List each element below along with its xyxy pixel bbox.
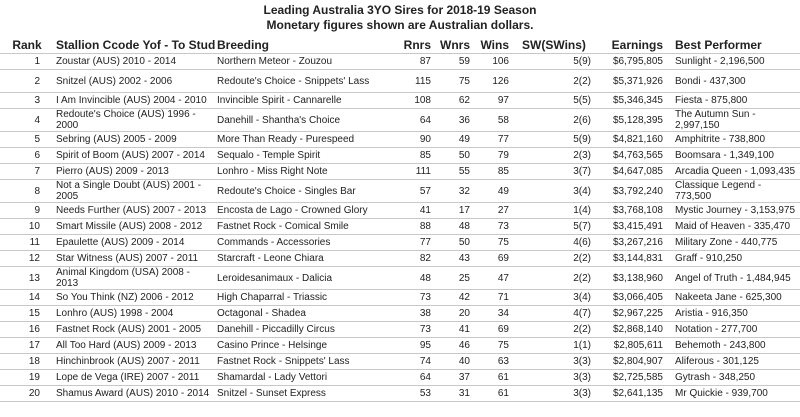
best-performer-cell: Aristia - 916,350 [665, 306, 800, 322]
rnrs-cell: 74 [383, 354, 433, 370]
sw-cell: 5(5) [511, 93, 597, 109]
wnrs-cell: 32 [433, 180, 472, 203]
best-performer-cell: The Autumn Sun - 2,997,150 [665, 109, 800, 132]
sw-cell: 2(2) [511, 267, 597, 290]
wnrs-cell: 59 [433, 54, 472, 70]
rnrs-cell: 57 [383, 180, 433, 203]
wnrs-cell: 46 [433, 338, 472, 354]
breeding-cell: Fastnet Rock - Comical Smile [215, 219, 383, 235]
rnrs-cell: 53 [383, 386, 433, 402]
rnrs-cell: 73 [383, 290, 433, 306]
rank-cell: 6 [0, 148, 54, 164]
wnrs-cell: 49 [433, 132, 472, 148]
best-performer-cell: Mr Quickie - 939,700 [665, 386, 800, 402]
sires-table [0, 37, 800, 402]
breeding-cell: Starcraft - Leone Chiara [215, 251, 383, 267]
rnrs-cell: 88 [383, 219, 433, 235]
sw-cell: 3(4) [511, 180, 597, 203]
stallion-cell: Smart Missile (AUS) 2008 - 2012 [54, 219, 215, 235]
rank-cell: 14 [0, 290, 54, 306]
sw-cell: 2(2) [511, 251, 597, 267]
earnings-cell: $2,967,225 [597, 306, 665, 322]
table-row [0, 306, 800, 322]
table-row [0, 235, 800, 251]
rank-cell: 13 [0, 267, 54, 290]
earnings-cell: $2,641,135 [597, 386, 665, 402]
sw-cell: 2(2) [511, 70, 597, 93]
wnrs-cell: 41 [433, 322, 472, 338]
wnrs-cell: 42 [433, 290, 472, 306]
stallion-cell: Epaulette (AUS) 2009 - 2014 [54, 235, 215, 251]
rank-cell: 8 [0, 180, 54, 203]
stallion-cell: Fastnet Rock (AUS) 2001 - 2005 [54, 322, 215, 338]
best-performer-cell: Graff - 910,250 [665, 251, 800, 267]
sw-cell: 5(9) [511, 54, 597, 70]
table-row [0, 354, 800, 370]
breeding-cell: Snitzel - Sunset Express [215, 386, 383, 402]
wins-cell: 71 [472, 290, 511, 306]
best-performer-cell: Gytrash - 348,250 [665, 370, 800, 386]
sw-cell: 4(7) [511, 306, 597, 322]
table-row [0, 338, 800, 354]
page-title: Leading Australia 3YO Sires for 2018-19 Season [263, 3, 537, 17]
table-row [0, 290, 800, 306]
rank-cell: 9 [0, 203, 54, 219]
wins-cell: 79 [472, 148, 511, 164]
stallion-cell: Lonhro (AUS) 1998 - 2004 [54, 306, 215, 322]
rank-cell: 3 [0, 93, 54, 109]
stallion-cell: Needs Further (AUS) 2007 - 2013 [54, 203, 215, 219]
earnings-cell: $3,138,960 [597, 267, 665, 290]
table-row [0, 109, 800, 132]
best-performer-cell: Bondi - 437,300 [665, 70, 800, 93]
col-header-stallion[interactable]: Stallion Ccode Yof - To Stud [56, 38, 216, 52]
rnrs-cell: 73 [383, 322, 433, 338]
earnings-cell: $3,066,405 [597, 290, 665, 306]
best-performer-cell: Fiesta - 875,800 [665, 93, 800, 109]
wins-cell: 75 [472, 338, 511, 354]
wnrs-cell: 55 [433, 164, 472, 180]
rank-cell: 12 [0, 251, 54, 267]
col-header-best[interactable]: Best Performer [665, 37, 800, 54]
sw-cell: 5(9) [511, 132, 597, 148]
rnrs-cell: 77 [383, 235, 433, 251]
wins-cell: 75 [472, 235, 511, 251]
wnrs-cell: 25 [433, 267, 472, 290]
breeding-cell: Fastnet Rock - Snippets' Lass [215, 354, 383, 370]
earnings-cell: $3,768,108 [597, 203, 665, 219]
stallion-cell: Sebring (AUS) 2005 - 2009 [54, 132, 215, 148]
breeding-cell: Lonhro - Miss Right Note [215, 164, 383, 180]
sw-cell: 2(2) [511, 322, 597, 338]
rank-cell: 4 [0, 109, 54, 132]
wins-cell: 85 [472, 164, 511, 180]
earnings-cell: $4,763,565 [597, 148, 665, 164]
col-header-rank[interactable]: Rank [0, 37, 54, 54]
breeding-cell: Encosta de Lago - Crowned Glory [215, 203, 383, 219]
col-header-breeding[interactable]: Breeding [215, 37, 383, 54]
wins-cell: 97 [472, 93, 511, 109]
breeding-cell: Casino Prince - Helsinge [215, 338, 383, 354]
sw-cell: 2(6) [511, 109, 597, 132]
stallion-cell: Zoustar (AUS) 2010 - 2014 [54, 54, 215, 70]
earnings-cell: $3,415,491 [597, 219, 665, 235]
rank-cell: 5 [0, 132, 54, 148]
stallion-cell: Animal Kingdom (USA) 2008 - 2013 [54, 267, 215, 290]
col-header-wins[interactable]: Wins [472, 37, 511, 54]
sw-cell: 1(4) [511, 203, 597, 219]
rnrs-cell: 115 [383, 70, 433, 93]
table-row [0, 180, 800, 203]
wnrs-cell: 40 [433, 354, 472, 370]
wins-cell: 73 [472, 219, 511, 235]
table-row [0, 203, 800, 219]
table-row [0, 322, 800, 338]
wnrs-cell: 36 [433, 109, 472, 132]
wins-cell: 49 [472, 180, 511, 203]
table-row [0, 132, 800, 148]
col-header-wnrs[interactable]: Wnrs [433, 37, 472, 54]
sw-cell: 4(6) [511, 235, 597, 251]
sw-cell: 1(1) [511, 338, 597, 354]
earnings-cell: $6,795,805 [597, 54, 665, 70]
rnrs-cell: 38 [383, 306, 433, 322]
rank-cell: 2 [0, 70, 54, 93]
best-performer-cell: Sunlight - 2,196,500 [665, 54, 800, 70]
table-header-row [0, 37, 800, 54]
wins-cell: 106 [472, 54, 511, 70]
stallion-cell: Spirit of Boom (AUS) 2007 - 2014 [54, 148, 215, 164]
rank-cell: 7 [0, 164, 54, 180]
rank-cell: 11 [0, 235, 54, 251]
best-performer-cell: Boomsara - 1,349,100 [665, 148, 800, 164]
best-performer-cell: Arcadia Queen - 1,093,435 [665, 164, 800, 180]
breeding-cell: High Chaparral - Triassic [215, 290, 383, 306]
stallion-cell: Lope de Vega (IRE) 2007 - 2011 [54, 370, 215, 386]
wins-cell: 126 [472, 70, 511, 93]
rnrs-cell: 111 [383, 164, 433, 180]
rnrs-cell: 48 [383, 267, 433, 290]
sw-cell: 2(3) [511, 148, 597, 164]
wins-cell: 58 [472, 109, 511, 132]
table-row [0, 70, 800, 93]
table-row [0, 93, 800, 109]
breeding-cell: Danehill - Shantha's Choice [215, 109, 383, 132]
best-performer-cell: Mystic Journey - 3,153,975 [665, 203, 800, 219]
rank-cell: 19 [0, 370, 54, 386]
rank-cell: 20 [0, 386, 54, 402]
table-row [0, 251, 800, 267]
col-header-rnrs[interactable]: Rnrs [383, 37, 433, 54]
wnrs-cell: 75 [433, 70, 472, 93]
sw-cell: 3(3) [511, 370, 597, 386]
wnrs-cell: 31 [433, 386, 472, 402]
wnrs-cell: 20 [433, 306, 472, 322]
earnings-cell: $3,267,216 [597, 235, 665, 251]
wins-cell: 69 [472, 251, 511, 267]
breeding-cell: Invincible Spirit - Cannarelle [215, 93, 383, 109]
page-subtitle: Monetary figures shown are Australian dollars. [266, 18, 534, 32]
earnings-cell: $2,868,140 [597, 322, 665, 338]
wins-cell: 61 [472, 370, 511, 386]
breeding-cell: Shamardal - Lady Vettori [215, 370, 383, 386]
rank-cell: 1 [0, 54, 54, 70]
rnrs-cell: 85 [383, 148, 433, 164]
best-performer-cell: Nakeeta Jane - 625,300 [665, 290, 800, 306]
col-header-earnings[interactable]: Earnings [597, 37, 665, 54]
wins-cell: 77 [472, 132, 511, 148]
breeding-cell: Sequalo - Temple Spirit [215, 148, 383, 164]
rnrs-cell: 82 [383, 251, 433, 267]
earnings-cell: $4,821,160 [597, 132, 665, 148]
sw-cell: 3(3) [511, 386, 597, 402]
table-row [0, 148, 800, 164]
rnrs-cell: 64 [383, 109, 433, 132]
breeding-cell: Northern Meteor - Zouzou [215, 54, 383, 70]
sw-cell: 5(7) [511, 219, 597, 235]
best-performer-cell: Behemoth - 243,800 [665, 338, 800, 354]
best-performer-cell: Amphitrite - 738,800 [665, 132, 800, 148]
best-performer-cell: Aliferous - 301,125 [665, 354, 800, 370]
page-header [0, 0, 800, 37]
rnrs-cell: 87 [383, 54, 433, 70]
breeding-cell: Redoute's Choice - Singles Bar [215, 180, 383, 203]
rnrs-cell: 90 [383, 132, 433, 148]
stallion-cell: Hinchinbrook (AUS) 2007 - 2011 [54, 354, 215, 370]
stallion-cell: Not a Single Doubt (AUS) 2001 - 2005 [54, 180, 215, 203]
rnrs-cell: 95 [383, 338, 433, 354]
earnings-cell: $5,371,926 [597, 70, 665, 93]
stallion-cell: Snitzel (AUS) 2002 - 2006 [54, 70, 215, 93]
stallion-cell: I Am Invincible (AUS) 2004 - 2010 [54, 93, 215, 109]
table-row [0, 370, 800, 386]
rank-cell: 10 [0, 219, 54, 235]
breeding-cell: Redoute's Choice - Snippets' Lass [215, 70, 383, 93]
stallion-cell: So You Think (NZ) 2006 - 2012 [54, 290, 215, 306]
breeding-cell: Octagonal - Shadea [215, 306, 383, 322]
rnrs-cell: 64 [383, 370, 433, 386]
earnings-cell: $2,725,585 [597, 370, 665, 386]
stallion-cell: Shamus Award (AUS) 2010 - 2014 [54, 386, 215, 402]
table-row [0, 164, 800, 180]
rank-cell: 16 [0, 322, 54, 338]
breeding-cell: Leroidesanimaux - Dalicia [215, 267, 383, 290]
stallion-cell: Star Witness (AUS) 2007 - 2011 [54, 251, 215, 267]
earnings-cell: $4,647,085 [597, 164, 665, 180]
earnings-cell: $5,128,395 [597, 109, 665, 132]
wnrs-cell: 50 [433, 148, 472, 164]
table-row [0, 219, 800, 235]
wnrs-cell: 37 [433, 370, 472, 386]
wnrs-cell: 17 [433, 203, 472, 219]
wins-cell: 47 [472, 267, 511, 290]
rnrs-cell: 41 [383, 203, 433, 219]
wins-cell: 69 [472, 322, 511, 338]
rank-cell: 17 [0, 338, 54, 354]
table-row [0, 386, 800, 402]
wnrs-cell: 48 [433, 219, 472, 235]
wins-cell: 34 [472, 306, 511, 322]
sw-cell: 3(3) [511, 354, 597, 370]
stallion-cell: Redoute's Choice (AUS) 1996 - 2000 [54, 109, 215, 132]
wnrs-cell: 50 [433, 235, 472, 251]
breeding-cell: Danehill - Piccadilly Circus [215, 322, 383, 338]
breeding-cell: More Than Ready - Purespeed [215, 132, 383, 148]
table-row [0, 267, 800, 290]
table-row [0, 54, 800, 70]
rank-cell: 18 [0, 354, 54, 370]
sw-cell: 3(4) [511, 290, 597, 306]
best-performer-cell: Maid of Heaven - 335,470 [665, 219, 800, 235]
wins-cell: 27 [472, 203, 511, 219]
stallion-cell: All Too Hard (AUS) 2009 - 2013 [54, 338, 215, 354]
sw-cell: 3(7) [511, 164, 597, 180]
earnings-cell: $2,804,907 [597, 354, 665, 370]
best-performer-cell: Classique Legend - 773,500 [665, 180, 800, 203]
earnings-cell: $3,144,831 [597, 251, 665, 267]
wins-cell: 63 [472, 354, 511, 370]
earnings-cell: $3,792,240 [597, 180, 665, 203]
wnrs-cell: 43 [433, 251, 472, 267]
rnrs-cell: 108 [383, 93, 433, 109]
rank-cell: 15 [0, 306, 54, 322]
wnrs-cell: 62 [433, 93, 472, 109]
col-header-sw[interactable]: SW(SWins) [511, 37, 597, 54]
best-performer-cell: Notation - 277,700 [665, 322, 800, 338]
best-performer-cell: Angel of Truth - 1,484,945 [665, 267, 800, 290]
breeding-cell: Commands - Accessories [215, 235, 383, 251]
stallion-cell: Pierro (AUS) 2009 - 2013 [54, 164, 215, 180]
earnings-cell: $2,805,611 [597, 338, 665, 354]
best-performer-cell: Military Zone - 440,775 [665, 235, 800, 251]
earnings-cell: $5,346,345 [597, 93, 665, 109]
wins-cell: 61 [472, 386, 511, 402]
